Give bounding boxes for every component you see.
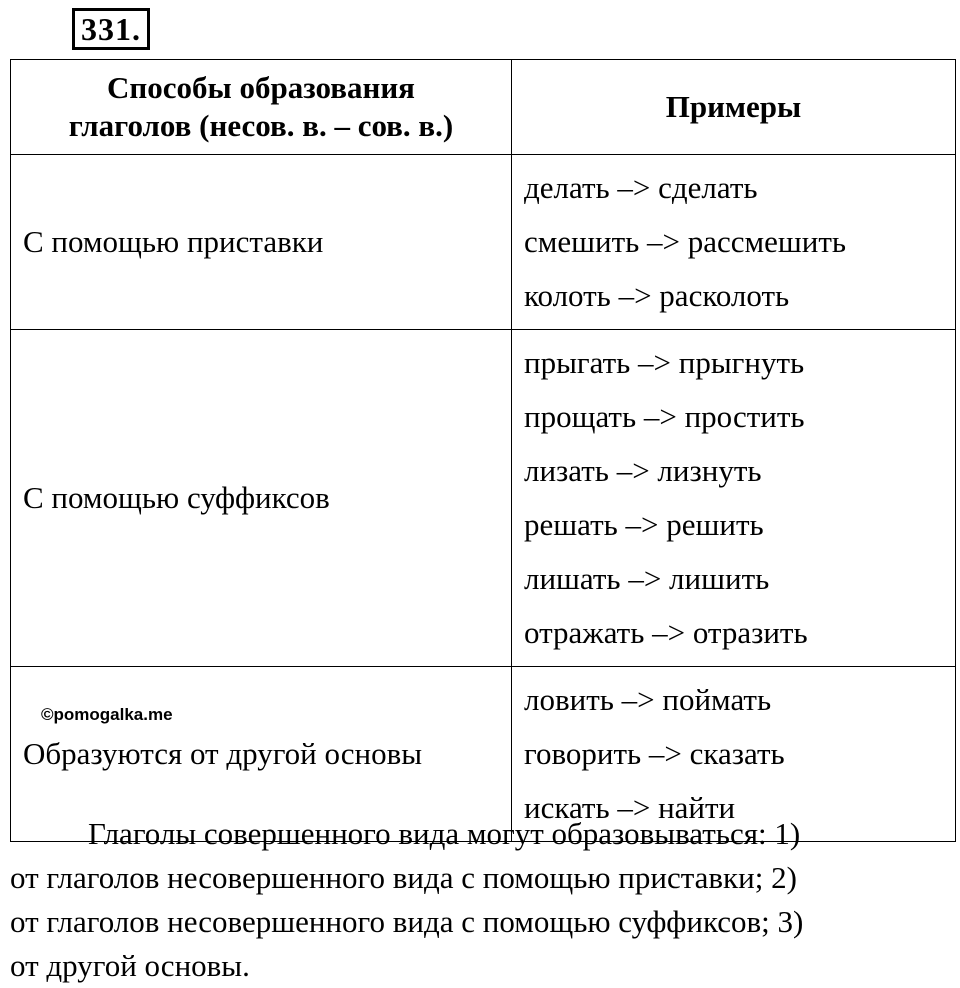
- table-row: [11, 330, 956, 667]
- conclusion-line: от другой основы.: [10, 948, 250, 983]
- table-row: [11, 155, 956, 330]
- method-label: С помощью суффиксов: [23, 480, 330, 515]
- header-examples: Примеры: [512, 60, 956, 155]
- example-item: отражать –> отразить: [524, 615, 808, 650]
- example-item: лишать –> лишить: [524, 561, 770, 596]
- header-methods: [11, 60, 512, 155]
- example-item: лизать –> лизнуть: [524, 453, 762, 488]
- exercise-number: 331.: [72, 8, 150, 50]
- table-header-row: [11, 60, 956, 155]
- conclusion-line: от глаголов несовершенного вида с помощью приставки; 2): [10, 860, 797, 895]
- example-item: решать –> решить: [524, 507, 764, 542]
- example-item: смешить –> рассмешить: [524, 224, 847, 259]
- example-item: говорить –> сказать: [524, 736, 785, 771]
- watermark: ©pomogalka.me: [41, 705, 173, 724]
- method-label: Образуются от другой основы: [23, 736, 423, 771]
- example-item: искать –> найти: [524, 790, 736, 825]
- example-item: делать –> сделать: [524, 170, 758, 205]
- conclusion-line: от глаголов несовершенного вида с помощью суффиксов; 3): [10, 904, 804, 939]
- example-item: ловить –> поймать: [524, 682, 772, 717]
- conclusion-paragraph: [10, 812, 955, 988]
- header-methods-line: Способы образования: [107, 70, 415, 105]
- examples-cell: [512, 330, 956, 667]
- example-item: прыгать –> прыгнуть: [524, 345, 805, 380]
- example-item: прощать –> простить: [524, 399, 805, 434]
- conclusion-line: Глаголы совершенного вида могут образовываться: 1): [88, 816, 801, 851]
- examples-cell: [512, 155, 956, 330]
- header-methods-line: глаголов (несов. в. – сов. в.): [68, 108, 454, 143]
- example-item: колоть –> расколоть: [524, 278, 790, 313]
- method-label: С помощью приставки: [23, 224, 324, 259]
- verb-formation-table: [10, 59, 956, 842]
- method-cell: [11, 330, 512, 667]
- method-cell: [11, 155, 512, 330]
